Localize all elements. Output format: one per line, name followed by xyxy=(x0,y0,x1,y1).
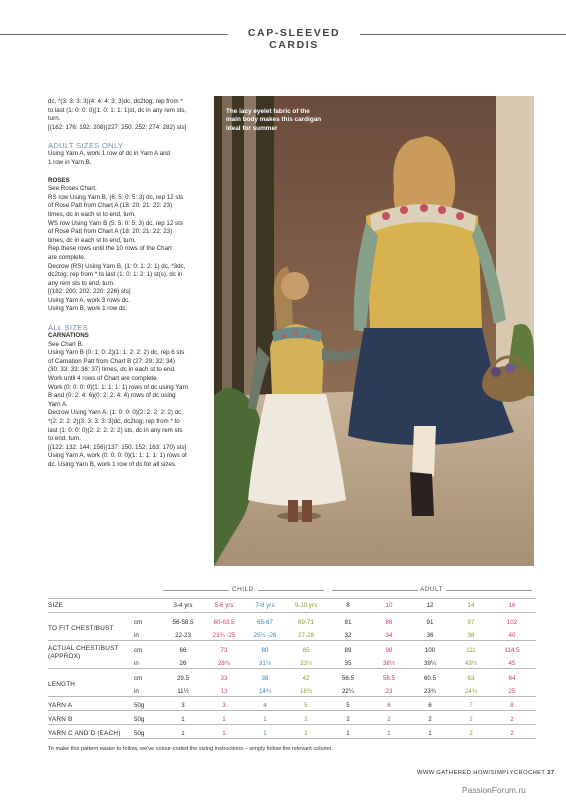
table-cell: 13 xyxy=(220,688,228,695)
table-row-divider xyxy=(48,668,536,669)
table-unit: cm xyxy=(134,619,143,626)
table-cell: 23¾ xyxy=(423,688,437,695)
table-row-label: YARN C AND D (EACH) xyxy=(48,730,121,737)
text-line: are complete. xyxy=(48,253,86,261)
table-cell: 5 xyxy=(304,702,308,709)
table-cell: 100 xyxy=(424,647,436,654)
table-cell: 11½ xyxy=(177,688,189,695)
table-cell: 80 xyxy=(261,647,269,654)
text-line: Yarn A. xyxy=(48,400,68,408)
table-cell: 98 xyxy=(385,647,393,654)
table-cell: 38½ xyxy=(382,660,396,667)
child-group-label: CHILD xyxy=(232,586,254,593)
table-cell: 22-23 xyxy=(175,632,191,639)
table-cell: 32 xyxy=(344,632,352,639)
text-line: Work until 4 rows of Chart are complete. xyxy=(48,375,159,383)
text-line: of Rose Patt from Chart A (18: 20: 21: 22: 23) xyxy=(48,228,173,236)
table-row-label: LENGTH xyxy=(48,681,76,688)
text-line: 1 row in Yarn B. xyxy=(48,158,92,166)
table-cell: 24¾ xyxy=(464,688,478,695)
table-cell: 45 xyxy=(508,660,516,667)
table-row-divider xyxy=(48,710,536,711)
text-line: of Rose Patt from Chart A (18: 20: 21: 22: 23) xyxy=(48,202,173,210)
text-line: dc, *(3: 3: 3: 3)(4: 4: 4: 3: 3)dc, dc2tog; rep from * xyxy=(48,98,183,105)
size-row-label: SIZE xyxy=(48,602,64,609)
table-unit: 50g xyxy=(134,702,145,709)
table-cell: 66 xyxy=(179,647,187,654)
text-line: Using Yarn B, work 1 row dc. xyxy=(48,305,128,313)
table-cell: 2 xyxy=(469,716,473,723)
table-row-divider xyxy=(48,738,536,739)
table-cell: 2 xyxy=(469,730,473,737)
child-bracket-line-left xyxy=(163,590,229,591)
table-cell: 34 xyxy=(385,632,393,639)
adult-group-label: ADULT xyxy=(420,586,443,593)
text-line: times, dc in each st to end, turn. xyxy=(48,236,136,244)
table-cell: 3 xyxy=(181,702,185,709)
size-header-cell: 16 xyxy=(508,602,516,609)
text-line: to last (1: 0: 0: 0)(1: 0: 1: 1: 1)st, dc in any rem sts, xyxy=(48,106,187,114)
table-cell: 42 xyxy=(302,675,310,682)
text-line: dc2tog; rep from * to last (1: 0: 1: 2: 1) st(s), dc in xyxy=(48,271,183,279)
size-header-cell: 7-8 yrs xyxy=(255,602,275,609)
table-cell: 25 xyxy=(508,688,516,695)
text-line: [(162: 176: 192: 208)(227: 250: 252: 274: 282) sts] xyxy=(48,123,187,131)
table-cell: 2 xyxy=(304,716,308,723)
table-row-label: YARN A xyxy=(48,702,73,709)
carnations-heading: CARNATIONS xyxy=(48,332,89,340)
table-cell: 65-67 xyxy=(257,619,273,626)
table-row-label-sub: (APPROX) xyxy=(48,653,81,660)
adult-sizes-heading: ADULT SIZES ONLY xyxy=(48,141,124,151)
footer-website[interactable]: WWW.GATHERED.HOW/SIMPLYCROCHET xyxy=(417,770,546,776)
table-cell: 60.5 xyxy=(423,675,437,682)
table-cell: 23 xyxy=(385,688,393,695)
size-header-cell: 14 xyxy=(467,602,475,609)
text-line: dc. Using Yarn B, work 1 row of dc for all sizes. xyxy=(48,460,177,468)
table-cell: 1 xyxy=(346,730,350,737)
adult-bracket-line-right xyxy=(446,590,532,591)
table-cell: 33½ xyxy=(299,660,313,667)
table-cell: 81 xyxy=(344,619,352,626)
table-cell: 1 xyxy=(181,716,185,723)
table-cell: 1 xyxy=(181,730,185,737)
text-line: Decrow Using Yarn A, (1: 0: 0: 0)(2: 2: 2: 2: 2) dc, xyxy=(48,409,183,417)
size-header-cell: 10 xyxy=(385,602,393,609)
table-cell: 85 xyxy=(302,647,310,654)
text-line: *(2: 2: 2: 2)(3: 3: 3: 3: 3)dc, dc2tog; rep from * to xyxy=(48,418,180,425)
table-top-rule xyxy=(48,598,536,599)
table-cell: 60-63.5 xyxy=(213,619,235,626)
text-line: WS row Using Yarn B (5: 5: 0: 5: 3) dc, rep 12 sts xyxy=(48,219,183,227)
table-cell: 89 xyxy=(344,647,352,654)
adult-bracket-line-left xyxy=(332,590,418,591)
pattern-text-column xyxy=(48,98,208,470)
footer xyxy=(417,770,555,776)
table-row-label: YARN B xyxy=(48,716,73,723)
table-cell: 1 xyxy=(263,730,267,737)
table-row-divider xyxy=(48,724,536,725)
table-cell: 1 xyxy=(387,730,391,737)
table-cell: 31½ xyxy=(258,660,272,667)
text-line: See Chart B. xyxy=(48,340,84,348)
table-unit: 50g xyxy=(134,730,145,737)
child-bracket-line-right xyxy=(258,590,324,591)
table-cell: 102 xyxy=(506,619,518,626)
table-cell: 56-58.5 xyxy=(172,619,194,626)
table-row-label: ACTUAL CHEST/BUST xyxy=(48,645,119,652)
table-unit: in xyxy=(134,632,139,639)
table-cell: 1 xyxy=(428,730,432,737)
table-row-divider xyxy=(48,696,536,697)
table-cell: 25½ -26 xyxy=(253,632,277,639)
table-cell: 14¾ xyxy=(258,688,272,695)
table-cell: 5 xyxy=(346,702,350,709)
watermark: PassionForum.ru xyxy=(462,785,526,795)
table-cell: 2 xyxy=(510,730,514,737)
section-title: CAP-SLEEVED CARDIS xyxy=(247,27,341,51)
table-cell: 114.5 xyxy=(504,647,520,654)
table-row-label: TO FIT CHEST/BUST xyxy=(48,625,114,632)
page-number: 27 xyxy=(547,770,555,776)
roses-heading: ROSES xyxy=(48,176,70,184)
table-cell: 73 xyxy=(220,647,228,654)
table-cell: 91 xyxy=(426,619,434,626)
text-line: Using Yarn B (0: 1: 0: 2)(1: 1: 2: 2: 2) dc, rep 6 sts xyxy=(48,349,185,357)
table-cell: 2 xyxy=(428,716,432,723)
table-cell: 1 xyxy=(222,730,226,737)
table-cell: 28¾ xyxy=(217,660,231,667)
text-line: Using Yarn A, work 3 rows dc. xyxy=(48,296,130,304)
table-unit: cm xyxy=(134,647,143,654)
size-header-cell: 3-4 yrs xyxy=(173,602,193,609)
table-cell: 64 xyxy=(508,675,516,682)
table-cell: 16¾ xyxy=(299,688,313,695)
table-cell: 36 xyxy=(426,632,434,639)
text-line: [(182: 200: 202: 220: 226) sts] xyxy=(48,288,131,296)
size-header-cell: 8 xyxy=(346,602,350,609)
table-cell: 1 xyxy=(304,730,308,737)
table-cell: 56.5 xyxy=(341,675,355,682)
photo-caption: The lacy eyelet fabric of the main body makes this cardigan ideal for summer xyxy=(226,108,322,132)
table-unit: in xyxy=(134,688,139,695)
table-cell: 43½ xyxy=(464,660,478,667)
table-cell: 8 xyxy=(510,702,514,709)
text-line: RS row Using Yarn B, (6: 5: 0: 5: 3) dc, rep 12 sts xyxy=(48,193,184,201)
table-cell: 6 xyxy=(387,702,391,709)
text-line: Work (0: 0: 0: 0)(1: 1: 1: 1: 1) rows of dc using Yarn xyxy=(48,383,188,391)
text-line: Using Yarn A, work 1 row of dc in Yarn A and xyxy=(48,150,170,158)
table-cell: 1 xyxy=(222,716,226,723)
text-line: B and (0: 2: 4: 6)(0: 2: 2: 4: 4) rows of dc using xyxy=(48,392,176,400)
header-rule-right xyxy=(360,34,566,35)
table-cell: 3 xyxy=(222,702,226,709)
text-line: times, dc in each st to end, turn. xyxy=(48,210,136,218)
table-cell: 1 xyxy=(263,716,267,723)
table-cell: 27-28 xyxy=(298,632,314,639)
text-line: to end, turn. xyxy=(48,435,82,443)
table-cell: 38 xyxy=(261,675,269,682)
text-line: Decrow (RS) Using Yarn B, (1: 0: 1: 2: 1) dc, *3dc, xyxy=(48,262,186,270)
table-cell: 39¼ xyxy=(423,660,437,667)
table-cell: 2 xyxy=(346,716,350,723)
table-row-divider xyxy=(48,640,536,641)
table-cell: 2 xyxy=(510,716,514,723)
table-cell: 111 xyxy=(466,647,476,654)
text-line: Rep these rows until the 10 rows of the Chart xyxy=(48,245,172,253)
table-cell: 38 xyxy=(467,632,475,639)
text-line: last (1: 0: 0: 0)(2: 2: 2: 2: 2) sts, dc in any rem sts xyxy=(48,426,183,434)
size-header-cell: 5-6 yrs xyxy=(214,602,234,609)
text-line: of Carnation Patt from Chart B (27: 29: 32: 34) xyxy=(48,357,175,365)
table-cell: 29.5 xyxy=(176,675,190,682)
all-sizes-heading: ALL SIZES xyxy=(48,323,88,333)
table-cell: 33 xyxy=(220,675,228,682)
table-cell: 40 xyxy=(508,632,516,639)
text-line: any rem sts to end, turn. xyxy=(48,279,115,287)
table-cell: 69-71 xyxy=(298,619,314,626)
header-rule-left xyxy=(0,34,228,35)
text-line: See Roses Chart. xyxy=(48,185,97,193)
size-header-cell: 12 xyxy=(426,602,434,609)
table-cell: 7 xyxy=(469,702,473,709)
table-cell: 2 xyxy=(387,716,391,723)
table-cell: 23¾ -25 xyxy=(212,632,236,639)
table-cell: 4 xyxy=(263,702,267,709)
model-photo xyxy=(214,96,534,566)
table-cell: 86 xyxy=(385,619,393,626)
text-line: (30: 33: 33: 36: 37) times, dc in each st to end. xyxy=(48,366,176,374)
table-unit: in xyxy=(134,660,139,667)
table-cell: 97 xyxy=(467,619,475,626)
text-line: Using Yarn A, work (0: 0: 0: 0)(1: 1: 1: 1: 1) rows of xyxy=(48,452,187,460)
table-cell: 26 xyxy=(179,660,187,667)
footnote: To make this pattern easier to follow, we've colour-coded the sizing instructions – simply follow the relevant column. xyxy=(48,746,333,752)
table-unit: 50g xyxy=(134,716,145,723)
table-cell: 6 xyxy=(428,702,432,709)
table-unit: cm xyxy=(134,675,143,682)
text-line: turn. xyxy=(48,115,61,123)
text-line: [(122: 132: 144: 156)(137: 150: 152: 163: 170) sts] xyxy=(48,443,187,451)
table-cell: 35 xyxy=(344,660,352,667)
table-cell: 58.5 xyxy=(382,675,396,682)
table-cell: 63 xyxy=(467,675,475,682)
table-row-divider xyxy=(48,612,536,613)
table-cell: 22¼ xyxy=(341,688,355,695)
size-header-cell: 9-10 yrs xyxy=(294,602,318,609)
